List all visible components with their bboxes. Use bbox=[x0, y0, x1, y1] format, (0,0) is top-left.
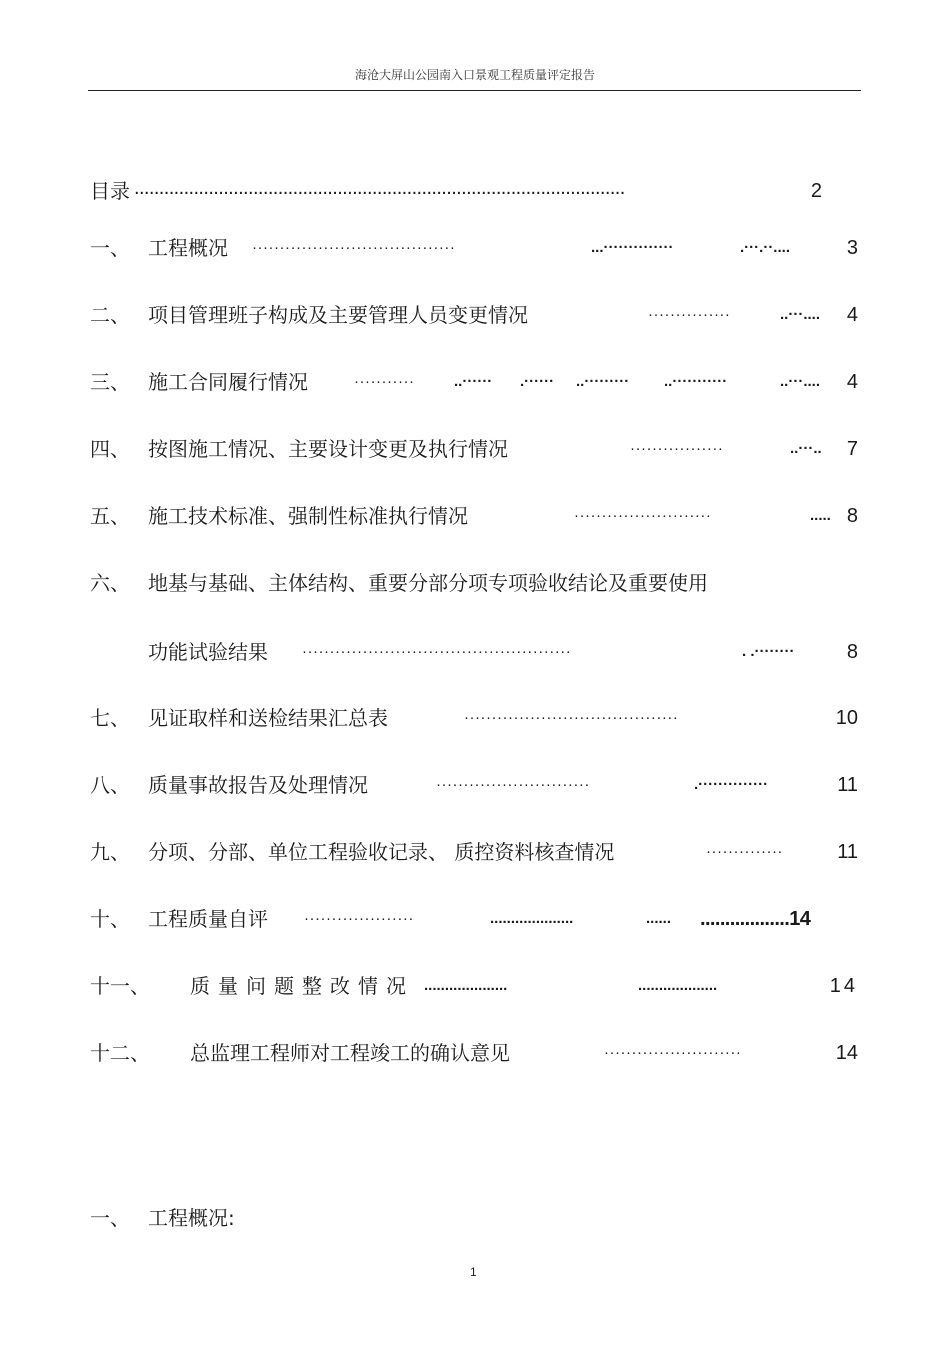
toc-entry-leader: ..··········· bbox=[664, 373, 728, 390]
toc-entry-leader: ····································· bbox=[252, 239, 456, 256]
toc-entry[interactable] bbox=[90, 434, 860, 464]
toc-entry-page: 14 bbox=[829, 975, 858, 997]
toc-entry-title: 工程概况 bbox=[148, 236, 228, 260]
toc-entry-leader: .................... bbox=[424, 977, 508, 994]
toc-entry[interactable] bbox=[90, 367, 860, 397]
toc-entry-page: 7 bbox=[846, 438, 858, 460]
toc-entry[interactable] bbox=[90, 703, 860, 733]
toc-entry-page: 11 bbox=[837, 774, 858, 796]
toc-label-leader: ................................................................................................... bbox=[134, 177, 625, 199]
toc-entry[interactable] bbox=[90, 233, 860, 263]
toc-entry[interactable] bbox=[90, 904, 860, 934]
section-title: 工程概况: bbox=[148, 1206, 235, 1230]
toc-entry-number: 十一、 bbox=[90, 974, 150, 998]
toc-entry-leader: ························· bbox=[574, 507, 712, 524]
toc-entry-page: 14 bbox=[835, 1042, 858, 1064]
toc-entry-number: 一、 bbox=[90, 236, 130, 260]
toc-entry-leader: .·············· bbox=[694, 776, 769, 793]
toc-label-page: 2 bbox=[810, 180, 822, 202]
toc-entry-title: 按图施工情况、主要设计变更及执行情况 bbox=[148, 437, 508, 461]
toc-entry[interactable] bbox=[90, 501, 860, 531]
toc-entry-number: 六、 bbox=[90, 571, 130, 595]
toc-entry-number: 三、 bbox=[90, 370, 130, 394]
toc-entry-leader: ··········· bbox=[354, 373, 415, 390]
toc-label: 目录 bbox=[90, 179, 130, 203]
toc-entry-page: 10 bbox=[835, 707, 858, 729]
toc-entry[interactable] bbox=[90, 300, 860, 330]
toc-entry-page: 4 bbox=[846, 304, 858, 326]
toc-entry-number: 二、 bbox=[90, 303, 130, 327]
toc-entry[interactable] bbox=[90, 770, 860, 800]
toc-entry-number: 十、 bbox=[90, 907, 130, 931]
page-number: 1 bbox=[470, 1265, 477, 1279]
toc-entry-title: 地基与基础、主体结构、重要分部分项专项验收结论及重要使用 bbox=[148, 571, 708, 595]
toc-entry-leader: ..···.. bbox=[790, 440, 822, 457]
toc-entry-leader: ························· bbox=[604, 1044, 742, 1061]
toc-entry-page: 11 bbox=[837, 841, 858, 863]
toc-entry-leader: ················· bbox=[630, 440, 724, 457]
toc-entry[interactable] bbox=[90, 971, 860, 1001]
toc-entry-leader: ..... bbox=[810, 507, 831, 524]
toc-entry-page: 8 bbox=[846, 505, 858, 527]
toc-entry-leader: ···················· bbox=[304, 910, 414, 927]
toc-entry-title: 施工合同履行情况 bbox=[148, 370, 308, 394]
toc-entry-title: 项目管理班子构成及主要管理人员变更情况 bbox=[148, 303, 528, 327]
toc-entry-leader: ...... bbox=[646, 910, 672, 927]
toc-entry-title: 分项、分部、单位工程验收记录、 质控资料核查情况 bbox=[148, 840, 615, 864]
toc-entry-leader: ··············· bbox=[648, 306, 731, 323]
toc-entry-continuation[interactable] bbox=[90, 637, 860, 667]
toc-entry-number: 四、 bbox=[90, 437, 130, 461]
toc-entry-leader: ...·············· bbox=[591, 239, 674, 256]
toc-entry-leader: ·············· bbox=[706, 843, 783, 860]
toc-entry-number: 八、 bbox=[90, 773, 130, 797]
toc-entry-title: 见证取样和送检结果汇总表 bbox=[148, 706, 388, 730]
toc-entry-title: 功能试验结果 bbox=[148, 640, 268, 664]
toc-entry-page: 4 bbox=[846, 371, 858, 393]
toc-entry-leader: ···························· bbox=[436, 776, 590, 793]
toc-entry-title: 质量事故报告及处理情况 bbox=[148, 773, 368, 797]
toc-entry-page: 3 bbox=[846, 237, 858, 259]
toc-entry-number: 十二、 bbox=[90, 1041, 150, 1065]
toc-entry-leader: .······ bbox=[520, 373, 555, 390]
toc-entry-leader: .···.··.... bbox=[740, 239, 790, 256]
section-number: 一、 bbox=[90, 1206, 130, 1230]
toc-entry-title: 工程质量自评 bbox=[148, 907, 268, 931]
toc-entry-title: 施工技术标准、强制性标准执行情况 bbox=[148, 504, 468, 528]
toc-entry-leader: ..········· bbox=[576, 373, 630, 390]
section-heading bbox=[90, 1203, 860, 1233]
toc-entry-number: 九、 bbox=[90, 840, 130, 864]
toc-entry-title: 质量问题整改情况 bbox=[190, 974, 414, 998]
toc-entry-leader: ..···.... bbox=[780, 306, 820, 323]
toc-entry-leader: .................... bbox=[490, 910, 574, 927]
toc-entry[interactable] bbox=[90, 568, 860, 598]
toc-entry-number: 五、 bbox=[90, 504, 130, 528]
toc-entry-leader: ······································· bbox=[464, 709, 679, 726]
toc-entry-leader: ..······ bbox=[454, 373, 493, 390]
running-header: 海沧大屏山公园南入口景观工程质量评定报告 bbox=[354, 68, 595, 82]
toc-entry[interactable] bbox=[90, 837, 860, 867]
header-rule bbox=[88, 90, 861, 91]
toc-entry-leader: ................... bbox=[638, 977, 718, 994]
toc-entry[interactable] bbox=[90, 1038, 860, 1068]
toc-entry-leader: ..···.... bbox=[780, 373, 820, 390]
toc-entry-number: 七、 bbox=[90, 706, 130, 730]
toc-title-row bbox=[90, 176, 860, 206]
toc-entry-leader: ················································· bbox=[302, 643, 572, 660]
toc-entry-leader: ..................14 bbox=[700, 908, 811, 930]
toc-entry-page: 8 bbox=[846, 641, 858, 663]
toc-entry-title: 总监理工程师对工程竣工的确认意见 bbox=[190, 1041, 510, 1065]
toc-entry-leader: . .········ bbox=[742, 643, 795, 660]
